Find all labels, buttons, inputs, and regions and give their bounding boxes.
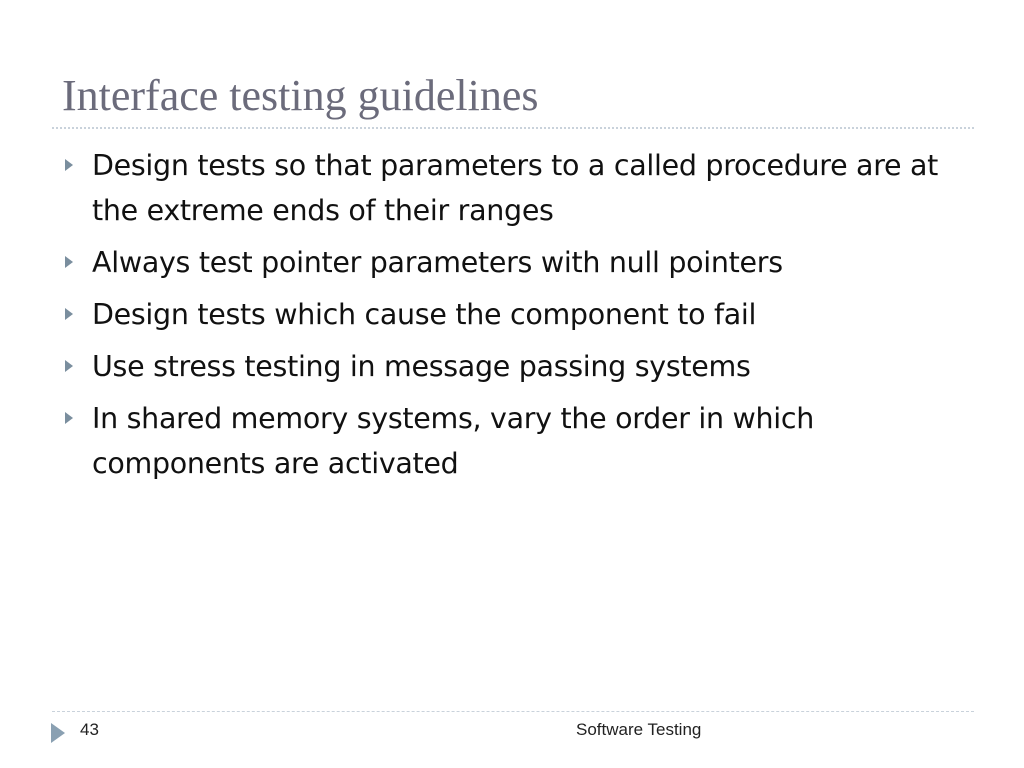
title-divider: [52, 127, 974, 129]
bullet-text: Always test pointer parameters with null pointers: [92, 246, 783, 279]
triangle-right-icon: [65, 412, 73, 424]
slide-title: Interface testing guidelines: [62, 71, 539, 120]
triangle-right-icon: [65, 256, 73, 268]
bullet-list: [62, 143, 972, 493]
bullet-item: [62, 396, 972, 486]
bullet-text: Use stress testing in message passing systems: [92, 350, 751, 383]
page-number: 43: [80, 720, 99, 739]
bullet-item: [62, 240, 972, 285]
bullet-item: [62, 143, 972, 233]
bullet-item: [62, 344, 972, 389]
footer-triangle-icon: [51, 723, 65, 743]
triangle-right-icon: [65, 360, 73, 372]
bullet-text: In shared memory systems, vary the order in which components are activated: [92, 402, 815, 480]
bullet-item: [62, 292, 972, 337]
footer-divider: [52, 711, 974, 712]
triangle-right-icon: [65, 308, 73, 320]
bullet-text: Design tests so that parameters to a called procedure are at the extreme ends of their ranges: [92, 149, 939, 227]
bullet-text: Design tests which cause the component to fail: [92, 298, 757, 331]
triangle-right-icon: [65, 159, 73, 171]
footer-text: Software Testing: [576, 720, 702, 739]
